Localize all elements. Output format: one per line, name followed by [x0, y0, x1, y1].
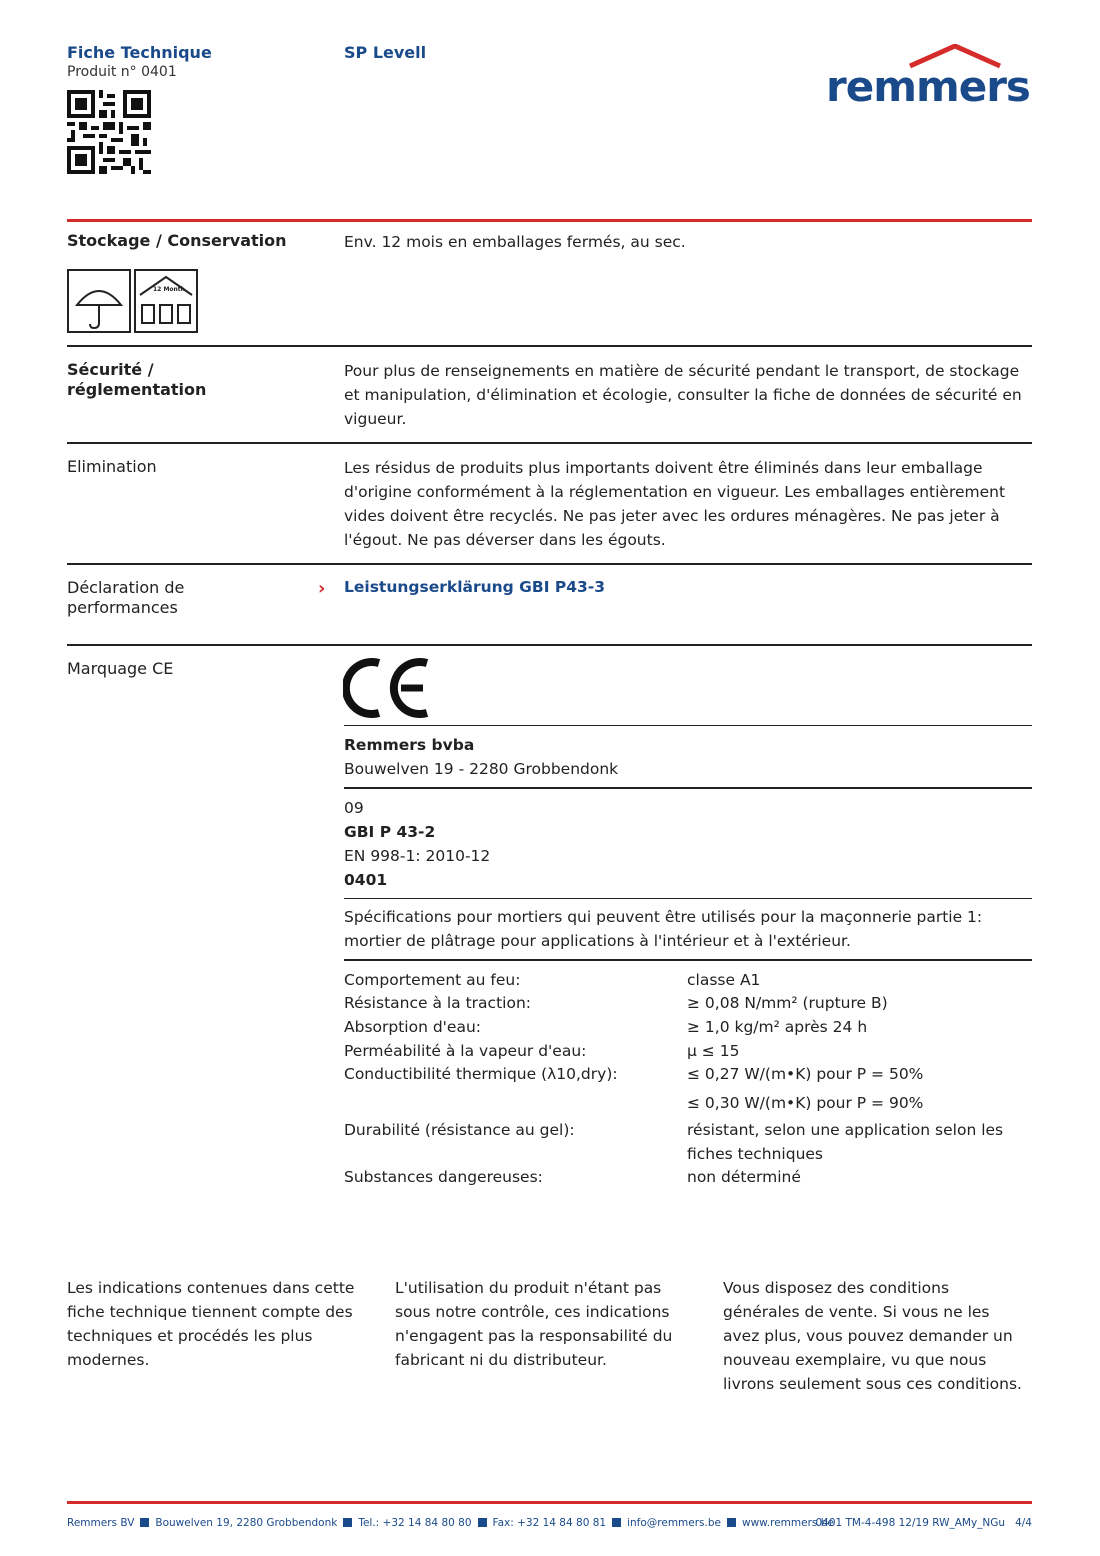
- prop-value: µ ≤ 15: [687, 1042, 740, 1060]
- ce-divider: [344, 725, 1032, 726]
- disposal-text: Les résidus de produits plus importants doivent être éliminés dans leur emballage d'origine conformément à la réglementation en vigueur. Les emballages entièrement vides doivent être recyclés. Ne pas jeter avec les ordures ménagères. Ne pas jeter à l'égout. Ne pas déverser dans les égouts.: [344, 459, 1006, 549]
- ce-divider: [344, 959, 1032, 961]
- product-number: Produit n° 0401: [67, 64, 177, 80]
- prop-value: ≥ 0,08 N/mm² (rupture B): [687, 994, 888, 1012]
- prop-label: Durabilité (résistance au gel):: [344, 1121, 575, 1139]
- square-bullet-icon: [343, 1518, 352, 1527]
- page-number: 4/4: [1015, 1517, 1032, 1529]
- square-bullet-icon: [140, 1518, 149, 1527]
- ce-mark-icon: [343, 657, 431, 719]
- remmers-logo: [826, 44, 1032, 110]
- declaration-label: [67, 578, 184, 618]
- safety-label: [67, 360, 206, 400]
- ce-address: Bouwelven 19 - 2280 Grobbendonk: [344, 760, 619, 778]
- ce-ref: GBI P 43-2: [344, 823, 436, 841]
- ce-company: Remmers bvba: [344, 736, 475, 754]
- prop-label: Conductibilité thermique (λ10,dry):: [344, 1065, 618, 1083]
- section-divider: [67, 345, 1032, 347]
- ce-product-code: 0401: [344, 871, 388, 889]
- section-divider: [67, 563, 1032, 565]
- footer-tel: Tel.: +32 14 84 80 80: [358, 1517, 472, 1529]
- ce-divider: [344, 898, 1032, 899]
- prop-value: ≤ 0,27 W/(m•K) pour P = 50%: [687, 1065, 924, 1083]
- footer: [67, 1517, 1032, 1529]
- footer-address: Bouwelven 19, 2280 Grobbendonk: [155, 1517, 338, 1529]
- declaration-label-line2: performances: [67, 598, 178, 617]
- section-divider: [67, 442, 1032, 444]
- prop-label: Perméabilité à la vapeur d'eau:: [344, 1042, 587, 1060]
- prop-label: Comportement au feu:: [344, 971, 521, 989]
- logo-wordmark: remmers: [826, 62, 1030, 111]
- ce-divider: [344, 787, 1032, 789]
- safety-label-line2: réglementation: [67, 380, 207, 399]
- prop-value: ≤ 0,30 W/(m•K) pour P = 90%: [687, 1094, 924, 1112]
- note-column: Vous disposez des conditions générales de vente. Si vous ne les avez plus, vous pouvez demander un nouveau exemplaire, vu que nous livrons seulement sous ces conditions.: [723, 1279, 1022, 1393]
- footer-web[interactable]: www.remmers.be: [741, 1517, 834, 1529]
- footer-divider: [67, 1501, 1032, 1504]
- footer-fax: Fax: +32 14 84 80 81: [492, 1517, 607, 1529]
- prop-label: Résistance à la traction:: [344, 994, 531, 1012]
- qr-code-icon: [67, 90, 151, 174]
- safety-label-line1: Sécurité /: [67, 360, 154, 379]
- prop-label: Substances dangereuses:: [344, 1168, 543, 1186]
- icon-12-month-text: 12 Month: [153, 286, 185, 293]
- ce-spec: Spécifications pour mortiers qui peuvent être utilisés pour la maçonnerie partie 1: mortier de plâtrage pour applications à l'intérieur et à l'extérieur.: [344, 908, 983, 950]
- storage-text: Env. 12 mois en emballages fermés, au sec.: [344, 233, 686, 251]
- doc-type-title: Fiche Technique: [67, 43, 212, 62]
- note-column: L'utilisation du produit n'étant pas sous notre contrôle, ces indications n'engagent pas la responsabilité du fabricant ni du distributeur.: [395, 1279, 673, 1369]
- doc-ref: 0401 TM-4-498 12/19 RW_AMy_NGu: [815, 1517, 1006, 1529]
- ce-label: Marquage CE: [67, 659, 174, 678]
- section-divider: [67, 644, 1032, 646]
- storage-label: Stockage / Conservation: [67, 231, 287, 250]
- square-bullet-icon: [478, 1518, 487, 1527]
- keep-dry-icon: [67, 269, 131, 333]
- ce-year: 09: [344, 799, 364, 817]
- product-name: SP Levell: [344, 43, 427, 62]
- prop-value: classe A1: [687, 971, 761, 989]
- header-divider: [67, 219, 1032, 222]
- storage-12-month-icon: [134, 269, 198, 333]
- prop-value: non déterminé: [687, 1168, 801, 1186]
- ce-norm: EN 998-1: 2010-12: [344, 847, 491, 865]
- footer-email[interactable]: info@remmers.be: [627, 1517, 721, 1529]
- declaration-link[interactable]: Leistungserklärung GBI P43-3: [344, 578, 606, 596]
- note-column: Les indications contenues dans cette fiche technique tiennent compte des techniques et procédés les plus modernes.: [67, 1279, 355, 1369]
- safety-text: Pour plus de renseignements en matière de sécurité pendant le transport, de stockage et manipulation, d'élimination et écologie, consulter la fiche de données de sécurité en vigueur.: [344, 362, 1022, 428]
- square-bullet-icon: [612, 1518, 621, 1527]
- disposal-label: Elimination: [67, 457, 157, 476]
- declaration-label-line1: Déclaration de: [67, 578, 185, 597]
- chevron-right-icon: ›: [318, 578, 326, 599]
- prop-value: résistant, selon une application selon les fiches techniques: [687, 1121, 1004, 1163]
- prop-label: Absorption d'eau:: [344, 1018, 482, 1036]
- square-bullet-icon: [727, 1518, 736, 1527]
- footer-doc-ref: [815, 1517, 1032, 1529]
- prop-value: ≥ 1,0 kg/m² après 24 h: [687, 1018, 868, 1036]
- footer-company: Remmers BV: [67, 1517, 135, 1529]
